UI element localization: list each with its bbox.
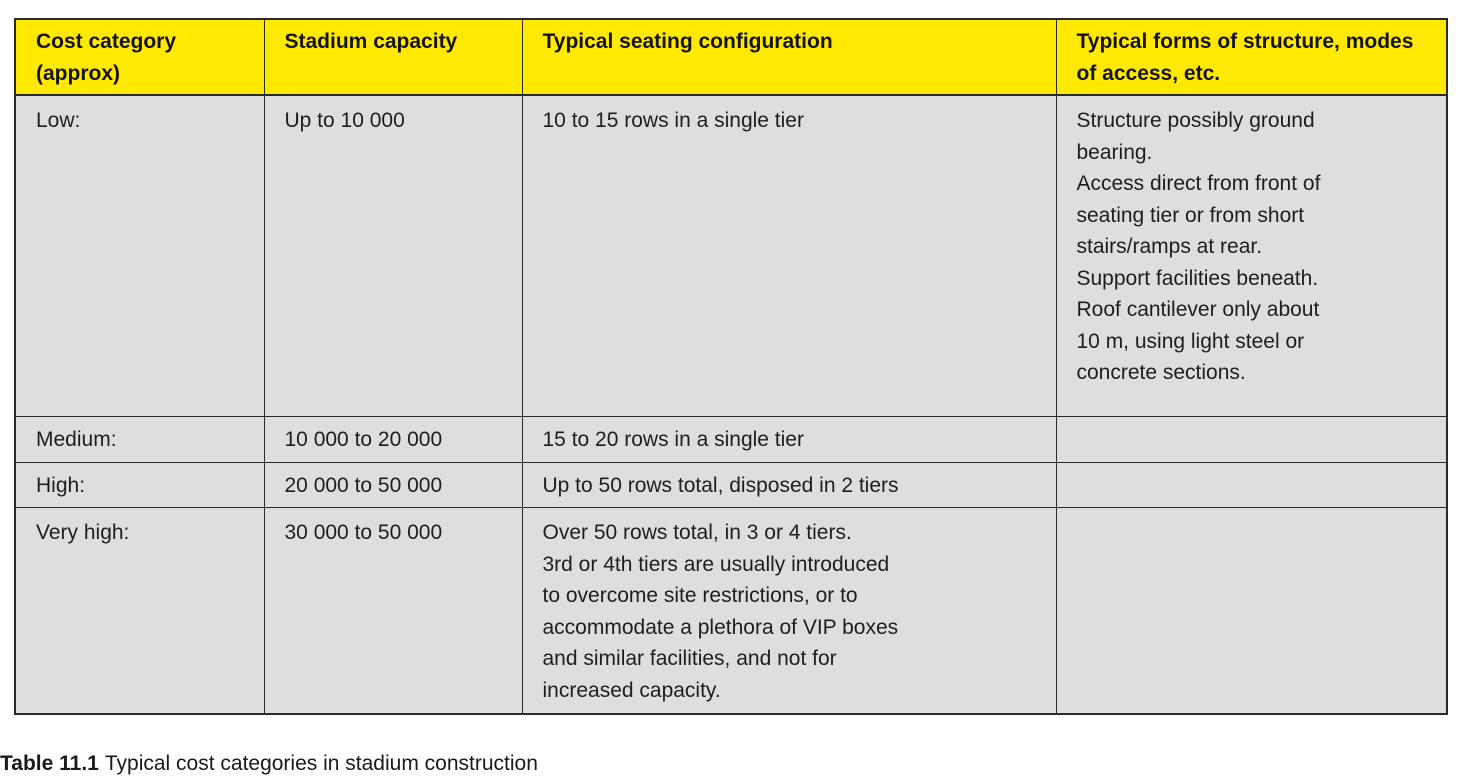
cell-structure [1056, 417, 1447, 463]
header-line: modes of access, etc. [1076, 30, 1414, 85]
header-line: Typical seating configuration [542, 30, 833, 53]
header-structure-access [1056, 19, 1447, 95]
cell-line: increased capacity. [542, 678, 721, 702]
caption-text: Typical cost categories in stadium construction [104, 752, 538, 775]
cell-category: High: [15, 462, 264, 508]
header-stadium-capacity [264, 19, 522, 95]
cell-capacity: 20 000 to 50 000 [264, 462, 522, 508]
cell-line: Roof cantilever only about [1076, 298, 1320, 321]
cell-category: Low: [15, 95, 264, 417]
cell-line: concrete sections. [1076, 361, 1246, 384]
caption-label: Table 11.1 [0, 752, 99, 775]
cell-line: and similar facilities, and not for [542, 647, 837, 670]
cell-line: Over 50 rows total, in 3 or 4 tiers. [542, 521, 852, 544]
header-line: Cost category [36, 30, 177, 53]
cell-seating [522, 95, 1056, 417]
table [14, 18, 1448, 715]
header-row [15, 19, 1447, 95]
cell-line: 10 m, using light steel or [1076, 329, 1305, 353]
table-row [15, 462, 1447, 508]
header-seating-configuration [522, 19, 1056, 95]
cell-capacity: 10 000 to 20 000 [264, 417, 522, 463]
cell-structure [1056, 95, 1447, 417]
table-caption [0, 752, 538, 776]
cell-line: accommodate a plethora of VIP boxes [542, 615, 899, 639]
cell-line: 15 to 20 rows in a single tier [542, 428, 804, 451]
cell-seating [522, 417, 1056, 463]
cell-line: Up to 50 rows total, disposed in 2 tiers [542, 473, 899, 497]
cell-seating [522, 462, 1056, 508]
cell-capacity: 30 000 to 50 000 [264, 508, 522, 715]
table-row [15, 417, 1447, 463]
cell-line: 3rd or 4th tiers are usually introduced [542, 552, 890, 576]
header-line: Typical forms of structure, [1076, 30, 1340, 53]
table-row [15, 508, 1447, 715]
cell-category: Medium: [15, 417, 264, 463]
header-cost-category [15, 19, 264, 95]
header-line: (approx) [36, 62, 120, 85]
table-row [15, 95, 1447, 417]
cell-structure [1056, 462, 1447, 508]
cell-line: to overcome site restrictions, or to [542, 584, 858, 607]
cell-line: 10 to 15 rows in a single tier [542, 109, 804, 132]
cell-line: bearing. [1076, 140, 1153, 164]
cell-line: stairs/ramps at rear. [1076, 235, 1263, 258]
cell-category: Very high: [15, 508, 264, 715]
cell-line: Structure possibly ground [1076, 109, 1315, 132]
cost-category-table [14, 18, 1446, 715]
cell-capacity: Up to 10 000 [264, 95, 522, 417]
header-line: Stadium [284, 30, 368, 53]
cell-line: Support facilities beneath. [1076, 266, 1319, 290]
cell-line: Access direct from front of [1076, 172, 1321, 195]
cell-seating [522, 508, 1056, 715]
header-line: capacity [373, 30, 458, 53]
cell-line: seating tier or from short [1076, 203, 1305, 227]
cell-structure [1056, 508, 1447, 715]
